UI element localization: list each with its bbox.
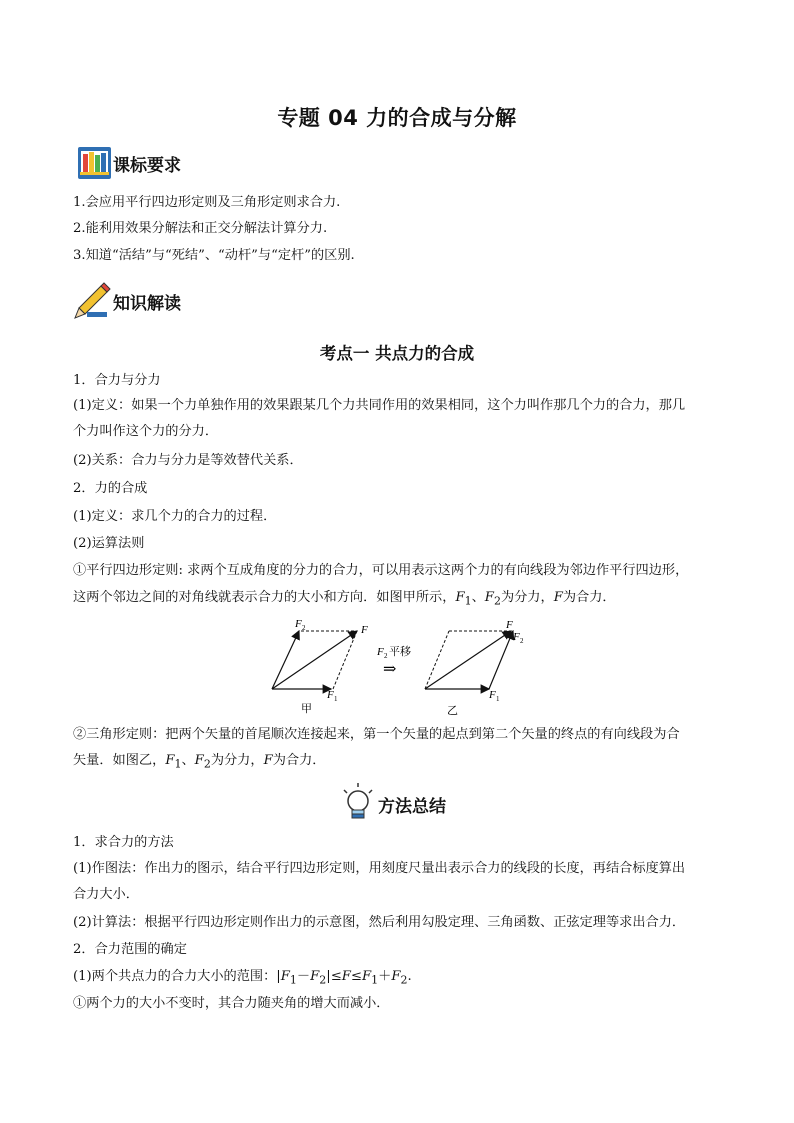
shift-arrow-icon: ⇒ [383, 661, 397, 678]
text: (1)两个共点力的合力大小的范围：| [73, 969, 281, 984]
left-label-F: F [361, 624, 368, 636]
symbol-F: F [391, 969, 401, 984]
symbol-F: F [280, 969, 290, 984]
right-sub-2: 2 [520, 637, 524, 645]
text: 为分力， [210, 753, 264, 768]
symbol-F: F [361, 969, 372, 984]
parallelogram-figure [265, 616, 525, 716]
method-range [73, 967, 412, 991]
method-calculation: (2)计算法：根据平行四边形定则作出力的示意图，然后利用勾股定理、三角函数、正弦定理等求出合力． [73, 915, 686, 930]
method-graphical-b: 合力大小． [73, 887, 139, 902]
method-heading-2: 2．合力范围的确定 [73, 942, 187, 957]
left-label-F1: F [327, 689, 334, 701]
method-heading-1: 1．求合力的方法 [73, 835, 174, 850]
symbol-F: F [263, 753, 273, 768]
books-icon [77, 145, 113, 181]
subscript: 1 [371, 973, 379, 987]
requirement-2: 2.能利用效果分解法和正交分解法计算分力. [73, 221, 328, 236]
left-label-F2: F [295, 618, 302, 630]
text: 这两个邻边之间的对角线就表示合力的大小和方向．如图甲所示， [73, 590, 456, 605]
right-F2-vector [489, 631, 513, 689]
text: 矢量．如图乙， [73, 753, 166, 768]
method-heading: 方法总结 [378, 797, 446, 817]
text: 为合力． [272, 753, 326, 768]
requirement-1: 1.会应用平行四边形定则及三角形定则求合力. [73, 195, 341, 210]
text: 、 [181, 753, 195, 768]
para-definition-a: (1)定义：如果一个力单独作用的效果跟某几个力共同作用的效果相同，这个力叫作那几个力的合力，那几 [73, 398, 686, 413]
para-parallelogram-b [73, 588, 616, 612]
requirements-header [77, 145, 207, 181]
symbol-F: F [310, 969, 320, 984]
symbol-F: F [165, 753, 175, 768]
requirements-heading: 课标要求 [113, 156, 181, 176]
method-angle-note: ①两个力的大小不变时，其合力随夹角的增大而减小． [73, 996, 390, 1011]
symbol-F: F [194, 753, 204, 768]
subscript: 2 [203, 757, 211, 771]
left-sub-2: 2 [302, 624, 306, 632]
para-triangle-a: ②三角形定则：把两个矢量的首尾顺次连接起来，第一个矢量的起点到第二个矢量的终点的有向线段为合 [73, 727, 680, 742]
para-definition-b: 个力叫作这个力的分力． [73, 424, 219, 439]
para-composition-def: (1)定义：求几个力的合力的过程． [73, 509, 277, 524]
subscript: 2 [493, 594, 501, 608]
subscript: 1 [289, 973, 297, 987]
knowledge-heading: 知识解读 [113, 294, 181, 314]
right-caption: 乙 [447, 705, 458, 716]
subscript: 1 [174, 757, 182, 771]
topic-title: 考点一 共点力的合成 [319, 344, 475, 363]
text: |≤ [326, 969, 342, 984]
knowledge-header [73, 280, 213, 320]
shift-label-F: F [377, 646, 384, 658]
method-header [340, 782, 470, 822]
text: ＋ [378, 969, 392, 984]
para-rules: (2)运算法则 [73, 536, 145, 551]
right-label-F: F [506, 619, 513, 631]
text: . [407, 969, 412, 984]
pencil-icon [73, 280, 113, 320]
text: ≤ [350, 969, 362, 984]
shift-label: 平移 [389, 646, 411, 658]
lightbulb-icon [340, 782, 376, 822]
right-label-F2: F [513, 631, 520, 643]
text: 为分力， [500, 590, 554, 605]
left-sub-1: 1 [334, 695, 338, 703]
symbol-F: F [455, 590, 465, 605]
right-label-F1: F [489, 689, 496, 701]
para-heading-1: 1．合力与分力 [73, 373, 161, 388]
method-graphical-a: (1)作图法：作出力的图示，结合平行四边形定则，用刻度尺量出表示合力的线段的长度，再结合标度算出 [73, 861, 686, 876]
requirement-3: 3.知道“活结”与“死结”、“动杆”与“定杆”的区别. [73, 248, 355, 263]
symbol-F: F [553, 590, 563, 605]
symbol-F: F [484, 590, 494, 605]
subscript: 2 [400, 973, 408, 987]
para-heading-2: 2．力的合成 [73, 481, 148, 496]
symbol-F: F [341, 969, 351, 984]
para-relation: (2)关系：合力与分力是等效替代关系． [73, 453, 303, 468]
right-F-vector [425, 631, 511, 689]
text: 为合力． [562, 590, 616, 605]
para-triangle-b [73, 751, 325, 775]
subscript: 1 [464, 594, 472, 608]
para-parallelogram-a: ①平行四边形定则: 求两个互成角度的分力的合力，可以用表示这两个力的有向线段为邻边作平行四边形， [73, 563, 689, 578]
text: － [296, 969, 311, 984]
text: 、 [471, 590, 485, 605]
right-sub-1: 1 [496, 695, 500, 703]
left-F-vector [272, 631, 357, 689]
subscript: 2 [319, 973, 327, 987]
shift-label-sub: 2 [384, 652, 388, 660]
left-caption: 甲 [301, 703, 312, 715]
page-title: 专题 04 力的合成与分解 [277, 106, 517, 130]
